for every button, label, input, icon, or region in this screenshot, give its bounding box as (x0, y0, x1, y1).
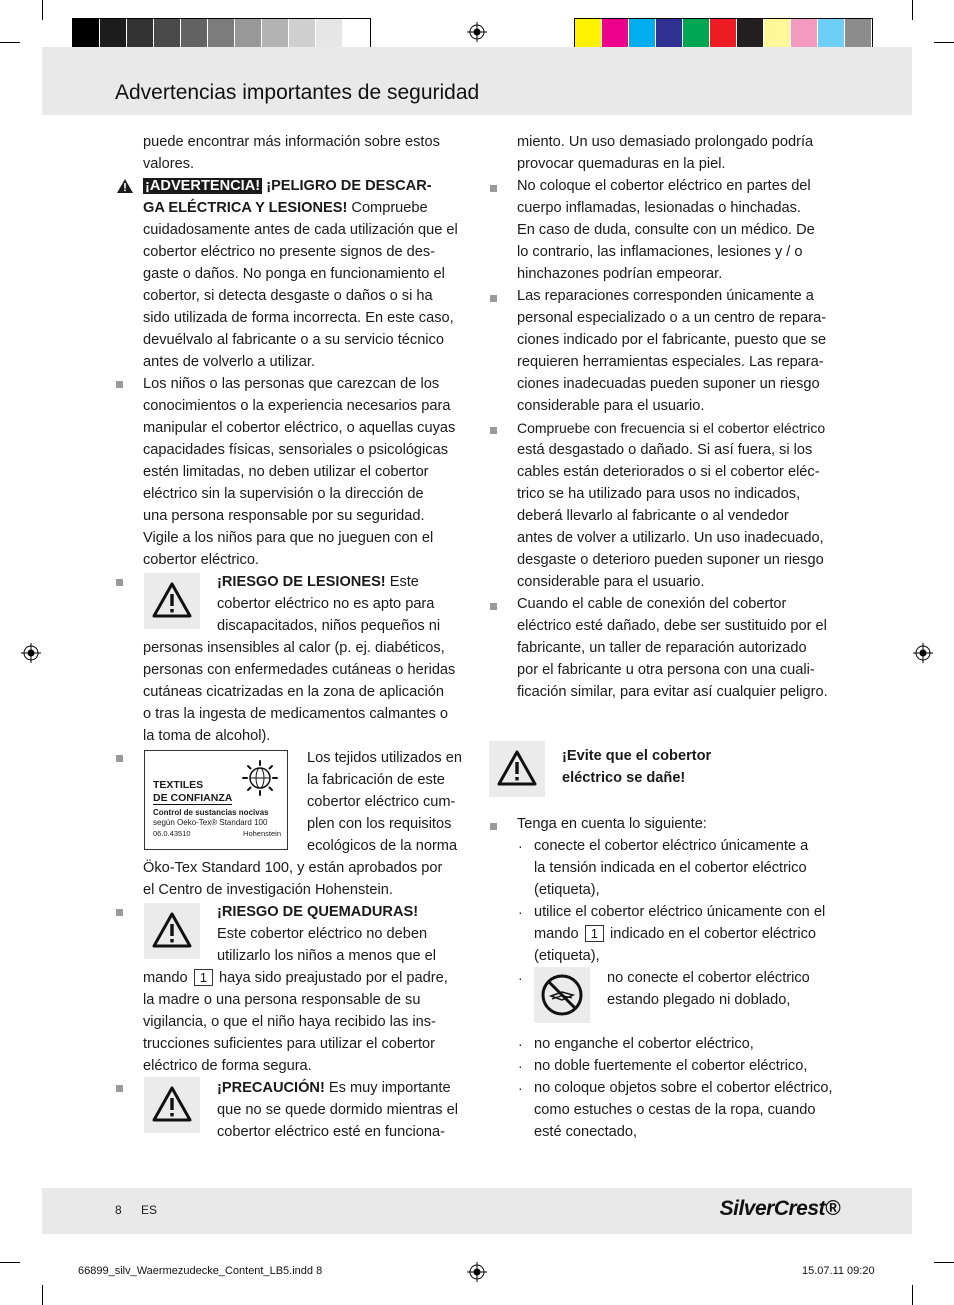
list-dot: · (518, 970, 523, 986)
text-line: Öko-Tex Standard 100, y están aprobados por (143, 860, 443, 876)
color-swatch (343, 19, 370, 47)
text-line: valores. (143, 156, 195, 172)
list-item: indicado en el cobertor eléctrico (609, 926, 817, 942)
text-line: la toma de alcohol). (143, 728, 271, 744)
text-line: antes de volver a utilizarlo. Un uso inadecuado, (517, 530, 824, 546)
text-line: cobertor eléctrico esté en funciona- (217, 1124, 445, 1140)
warning-box (144, 573, 200, 629)
text-line: conocimientos o la experiencia necesarios para (143, 398, 451, 414)
text-line: En caso de duda, consulte con un médico. De (517, 222, 815, 238)
no-folding-box (534, 967, 590, 1023)
text-line: haya sido preajustado por el padre, (218, 970, 448, 986)
text-line: Tenga en cuenta lo siguiente: (517, 816, 707, 832)
crop-mark (934, 1262, 954, 1263)
text-line: requieren herramientas especiales. Las repara- (517, 354, 824, 370)
text-line: utilizarlo los niños a menos que el (217, 948, 437, 964)
text-line: capacidades físicas, sensoriales o psicológicas (143, 442, 449, 458)
list-item: (etiqueta), (534, 948, 600, 964)
text-line: ciones indicado por el fabricante, puesto que se (517, 332, 827, 348)
text-line: Las reparaciones corresponden únicamente a (517, 288, 814, 304)
list-item: conecte el cobertor eléctrico únicamente a (534, 838, 809, 854)
list-item: mando (534, 926, 579, 942)
text-line: eléctrico esté dañado, debe ser sustituido por el (517, 618, 827, 634)
text-line: Este (385, 574, 419, 590)
text-line: ciones inadecuadas pueden suponer un riesgo (517, 376, 820, 392)
list-item: utilice el cobertor eléctrico únicamente con el (534, 904, 826, 920)
text-line: estén limitadas, no deben utilizar el cobertor (143, 464, 429, 480)
date-slug: 15.07.11 09:20 (802, 1265, 875, 1277)
registration-mark-icon (913, 643, 933, 663)
color-swatch (235, 19, 262, 47)
list-dot: · (518, 1036, 523, 1052)
text-line: Compruebe (347, 200, 428, 216)
page-footer (42, 1188, 912, 1234)
text-line: ecológicos de la norma (307, 838, 458, 854)
color-swatch (289, 19, 316, 47)
text-line: antes de volverlo a utilizar. (143, 354, 315, 370)
text-line: gaste o daños. No ponga en funcionamiento el (143, 266, 445, 282)
globe-sun-icon (241, 759, 279, 797)
page-header (42, 47, 912, 115)
color-swatch (316, 19, 343, 47)
text-line: deberá llevarlo al fabricante o al vendedor (517, 508, 789, 524)
text-line: No coloque el cobertor eléctrico en partes del (517, 178, 811, 194)
color-swatch (575, 19, 602, 47)
crop-mark (912, 0, 913, 20)
text-line: trucciones suficientes para utilizar el cobertor (143, 1036, 436, 1052)
list-item: no conecte el cobertor eléctrico (607, 970, 810, 986)
warning-heading: GA ELÉCTRICA Y LESIONES! (143, 200, 348, 216)
registration-mark-icon (467, 22, 487, 42)
crop-mark (934, 42, 954, 43)
no-folding-icon (540, 973, 584, 1017)
text-line: cables están deteriorados o si el cobertor eléc- (517, 464, 820, 480)
text-line: Compruebe con frecuencia si el cobertor eléctrico (517, 420, 826, 436)
list-item: la tensión indicada en el cobertor eléctrico (534, 860, 807, 876)
text-line: cobertor, si detecta desgaste o daños o si ha (143, 288, 433, 304)
text-line: el Centro de investigación Hohenstein. (143, 882, 393, 898)
text-line: eléctrico de forma segura. (143, 1058, 312, 1074)
registration-mark-icon (21, 643, 41, 663)
text-line: ficación similar, para evitar así cualquier peligro. (517, 684, 828, 700)
warning-triangle-icon (497, 750, 537, 786)
text-line: cobertor eléctrico cum- (307, 794, 456, 810)
key-reference: 1 (585, 925, 604, 942)
text-line: por el fabricante u otra persona con una cuali- (517, 662, 815, 678)
warning-heading: ¡PELIGRO DE DESCAR- (266, 178, 432, 194)
color-swatch (737, 19, 764, 47)
text-line: personal especializado o a un centro de repara- (517, 310, 827, 326)
text-line: desgaste o deterioro pueden suponer un riesgo (517, 552, 824, 568)
text-line: lo contrario, las inflamaciones, lesiones y / o (517, 244, 803, 260)
crop-mark (0, 1262, 20, 1263)
text-line: cobertor eléctrico no presente signos de des- (143, 244, 436, 260)
color-swatch (602, 19, 629, 47)
text-line: la madre o una persona responsable de su (143, 992, 421, 1008)
text-line: Vigile a los niños para que no jueguen con el (143, 530, 434, 546)
color-swatch (100, 19, 127, 47)
brand-logo: SilverCrest® (719, 1197, 840, 1220)
avoid-damage-heading: ¡Evite que el cobertor (562, 748, 712, 764)
text-line: miento. Un uso demasiado prolongado podría (517, 134, 814, 150)
bullet-icon (116, 579, 123, 586)
text-line: sido utilizada de forma incorrecta. En este caso, (143, 310, 454, 326)
text-line: está desgastado o dañado. Si así fuera, si los (517, 442, 813, 458)
warning-box (144, 903, 200, 959)
logo-code: 06.0.43510 (153, 829, 191, 838)
bullet-icon (490, 295, 497, 302)
text-line: Este cobertor eléctrico no deben (217, 926, 428, 942)
text-line: cuidadosamente antes de cada utilización que el (143, 222, 458, 238)
color-swatch (683, 19, 710, 47)
list-dot: · (518, 1058, 523, 1074)
bullet-icon (116, 381, 123, 388)
text-line: o tras la ingesta de medicamentos calmantes o (143, 706, 449, 722)
logo-text: según Oeko-Tex® Standard 100 (153, 818, 268, 827)
text-line: Los niños o las personas que carezcan de los (143, 376, 440, 392)
color-swatch (845, 19, 872, 47)
text-line: Cuando el cable de conexión del cobertor (517, 596, 787, 612)
text-line: plen con los requisitos (307, 816, 452, 832)
key-reference: 1 (194, 969, 213, 986)
text-line: considerable para el usuario. (517, 398, 705, 414)
color-swatch (629, 19, 656, 47)
color-swatch (764, 19, 791, 47)
bullet-icon (490, 185, 497, 192)
list-item: como estuches o cestas de la ropa, cuando (534, 1102, 816, 1118)
text-line: eléctrico sin la supervisión o la dirección de (143, 486, 424, 502)
text-line: devuélvalo al fabricante o a su servicio técnico (143, 332, 444, 348)
logo-text: DE CONFIANZA (153, 792, 233, 804)
text-line: personas con enfermedades cutáneas o heridas (143, 662, 456, 678)
text-line: personas insensibles al calor (p. ej. diabéticos, (143, 640, 445, 656)
list-dot: · (518, 1080, 523, 1096)
process-color-bar (574, 18, 873, 48)
color-swatch (710, 19, 737, 47)
list-item: no coloque objetos sobre el cobertor eléctrico, (534, 1080, 833, 1096)
color-swatch (154, 19, 181, 47)
text-line: cuerpo inflamadas, lesionadas o hinchadas. (517, 200, 801, 216)
color-swatch (262, 19, 289, 47)
color-swatch (181, 19, 208, 47)
crop-mark (42, 0, 43, 20)
oeko-tex-logo (144, 750, 288, 850)
warning-triangle-icon (152, 1086, 192, 1122)
caution-heading: ¡PRECAUCIÓN! (217, 1080, 325, 1096)
logo-text: Control de sustancias nocivas (153, 808, 269, 817)
logo-text: TEXTILES (153, 779, 204, 791)
text-line: cutáneas cicatrizadas en la zona de aplicación (143, 684, 444, 700)
text-line: hinchazones podrían empeorar. (517, 266, 723, 282)
list-dot: · (518, 904, 523, 920)
text-line: manipular el cobertor eléctrico, o aquellas cuyas (143, 420, 456, 436)
avoid-damage-heading: eléctrico se dañe! (562, 770, 686, 786)
color-swatch (208, 19, 235, 47)
bullet-icon (490, 427, 497, 434)
list-item: no enganche el cobertor eléctrico, (534, 1036, 754, 1052)
text-line: trico se ha utilizado para usos no indicados, (517, 486, 801, 502)
advertencia-tag: ¡ADVERTENCIA! (145, 178, 261, 194)
list-item: no doble fuertemente el cobertor eléctrico, (534, 1058, 808, 1074)
injury-heading: ¡RIESGO DE LESIONES! (217, 574, 386, 590)
color-swatch (656, 19, 683, 47)
color-swatch (791, 19, 818, 47)
file-slug: 66899_silv_Waermezudecke_Content_LB5.indd 8 (78, 1265, 323, 1277)
text-line: puede encontrar más información sobre estos (143, 134, 440, 150)
text-line: Es muy importante (324, 1080, 451, 1096)
text-line: una persona responsable por su seguridad. (143, 508, 425, 524)
list-dot: · (518, 838, 523, 854)
bullet-icon (116, 909, 123, 916)
burns-heading: ¡RIESGO DE QUEMADURAS! (217, 904, 419, 920)
color-swatch (127, 19, 154, 47)
text-line: cobertor eléctrico no es apto para (217, 596, 435, 612)
color-swatch (73, 19, 100, 47)
list-item: esté conectado, (534, 1124, 638, 1140)
text-line: considerable para el usuario. (517, 574, 705, 590)
text-line: mando (143, 970, 188, 986)
text-line: la fabricación de este (307, 772, 445, 788)
grayscale-color-bar (72, 18, 371, 48)
bullet-icon (490, 823, 497, 830)
text-line: provocar quemaduras en la piel. (517, 156, 726, 172)
warning-triangle-icon (116, 178, 134, 194)
crop-mark (912, 1285, 913, 1305)
page-number: 8 (115, 1203, 122, 1217)
text-line: cobertor eléctrico. (143, 552, 259, 568)
crop-mark (0, 42, 20, 43)
bullet-icon (116, 1085, 123, 1092)
language-code: ES (141, 1203, 158, 1217)
page-title: Advertencias importantes de seguridad (115, 81, 480, 104)
list-item: (etiqueta), (534, 882, 600, 898)
warning-triangle-icon (152, 912, 192, 948)
crop-mark (42, 1285, 43, 1305)
text-line: discapacitados, niños pequeños ni (217, 618, 441, 634)
warning-box (489, 741, 545, 797)
text-line: que no se quede dormido mientras el (217, 1102, 458, 1118)
list-item: estando plegado ni doblado, (607, 992, 791, 1008)
registration-mark-icon (467, 1262, 487, 1282)
text-line: fabricante, un taller de reparación autorizado (517, 640, 807, 656)
bullet-icon (490, 603, 497, 610)
text-line: vigilancia, o que el niño haya recibido las ins- (143, 1014, 436, 1030)
text-line: Los tejidos utilizados en (307, 750, 462, 766)
warning-box (144, 1077, 200, 1133)
logo-text: Hohenstein (243, 829, 281, 838)
warning-triangle-icon (152, 582, 192, 618)
bullet-icon (116, 755, 123, 762)
color-swatch (818, 19, 845, 47)
